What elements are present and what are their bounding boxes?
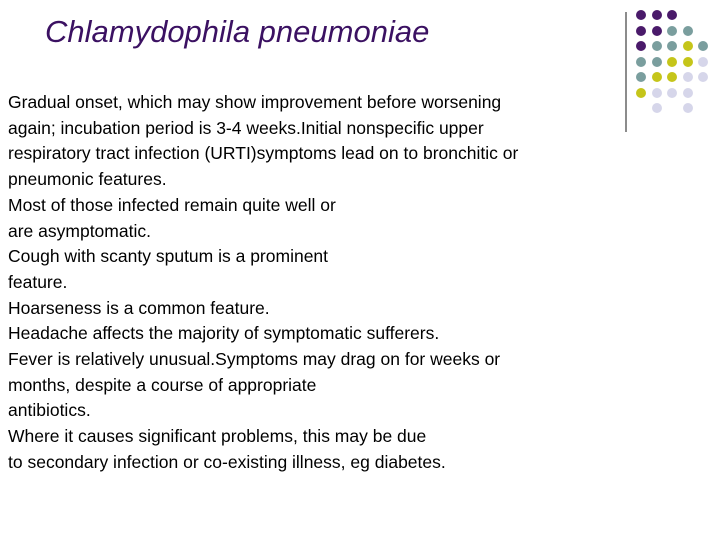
body-line: feature. <box>8 271 68 292</box>
decorative-dot <box>636 41 646 51</box>
body-line: Most of those infected remain quite well or <box>8 194 336 215</box>
body-line: antibiotics. <box>8 400 91 421</box>
decorative-dot <box>652 72 662 82</box>
body-line: Gradual onset, which may show improvement before worsening <box>8 92 502 112</box>
decorative-dot <box>683 72 693 82</box>
slide-title: Chlamydophila pneumoniae <box>45 14 430 49</box>
decorative-dot <box>667 88 677 98</box>
decorative-dot-grid <box>636 10 720 120</box>
decorative-dot <box>698 72 708 82</box>
body-line: are asymptomatic. <box>8 220 151 241</box>
slide-body <box>8 90 628 476</box>
decorative-dot <box>667 26 677 36</box>
decorative-dot <box>667 72 677 82</box>
decorative-dot <box>652 103 662 113</box>
decorative-dot <box>667 57 677 67</box>
body-line: to secondary infection or co-existing illness, eg diabetes. <box>8 451 446 472</box>
decorative-dot <box>683 57 693 67</box>
body-line: Where it causes significant problems, this may be due <box>8 426 427 447</box>
decorative-dot <box>652 10 662 20</box>
decorative-dot <box>698 57 708 67</box>
decorative-dot <box>683 26 693 36</box>
decorative-dot <box>636 26 646 36</box>
decorative-dot <box>667 10 677 20</box>
decorative-dot <box>698 41 708 51</box>
decorative-dot <box>636 10 646 20</box>
decorative-dot <box>636 72 646 82</box>
body-line: respiratory tract infection (URTI)symptoms lead on to bronchitic or <box>8 143 519 164</box>
decorative-dot <box>652 57 662 67</box>
decorative-dot <box>652 41 662 51</box>
decorative-dot <box>652 88 662 98</box>
decorative-dot <box>683 41 693 51</box>
body-line: again; incubation period is 3-4 weeks.Initial nonspecific upper <box>8 117 484 138</box>
body-line: pneumonic features. <box>8 169 167 190</box>
decorative-dot <box>683 88 693 98</box>
body-line: months, despite a course of appropriate <box>8 374 317 395</box>
body-line: Hoarseness is a common feature. <box>8 297 270 318</box>
decorative-dot <box>667 41 677 51</box>
body-line: Fever is relatively unusual.Symptoms may drag on for weeks or <box>8 349 501 370</box>
decorative-dot <box>683 103 693 113</box>
body-line: Cough with scanty sputum is a prominent <box>8 246 329 267</box>
decorative-dot <box>652 26 662 36</box>
decorative-dot <box>636 88 646 98</box>
body-line: Headache affects the majority of symptomatic sufferers. <box>8 323 440 344</box>
decorative-dot <box>636 57 646 67</box>
